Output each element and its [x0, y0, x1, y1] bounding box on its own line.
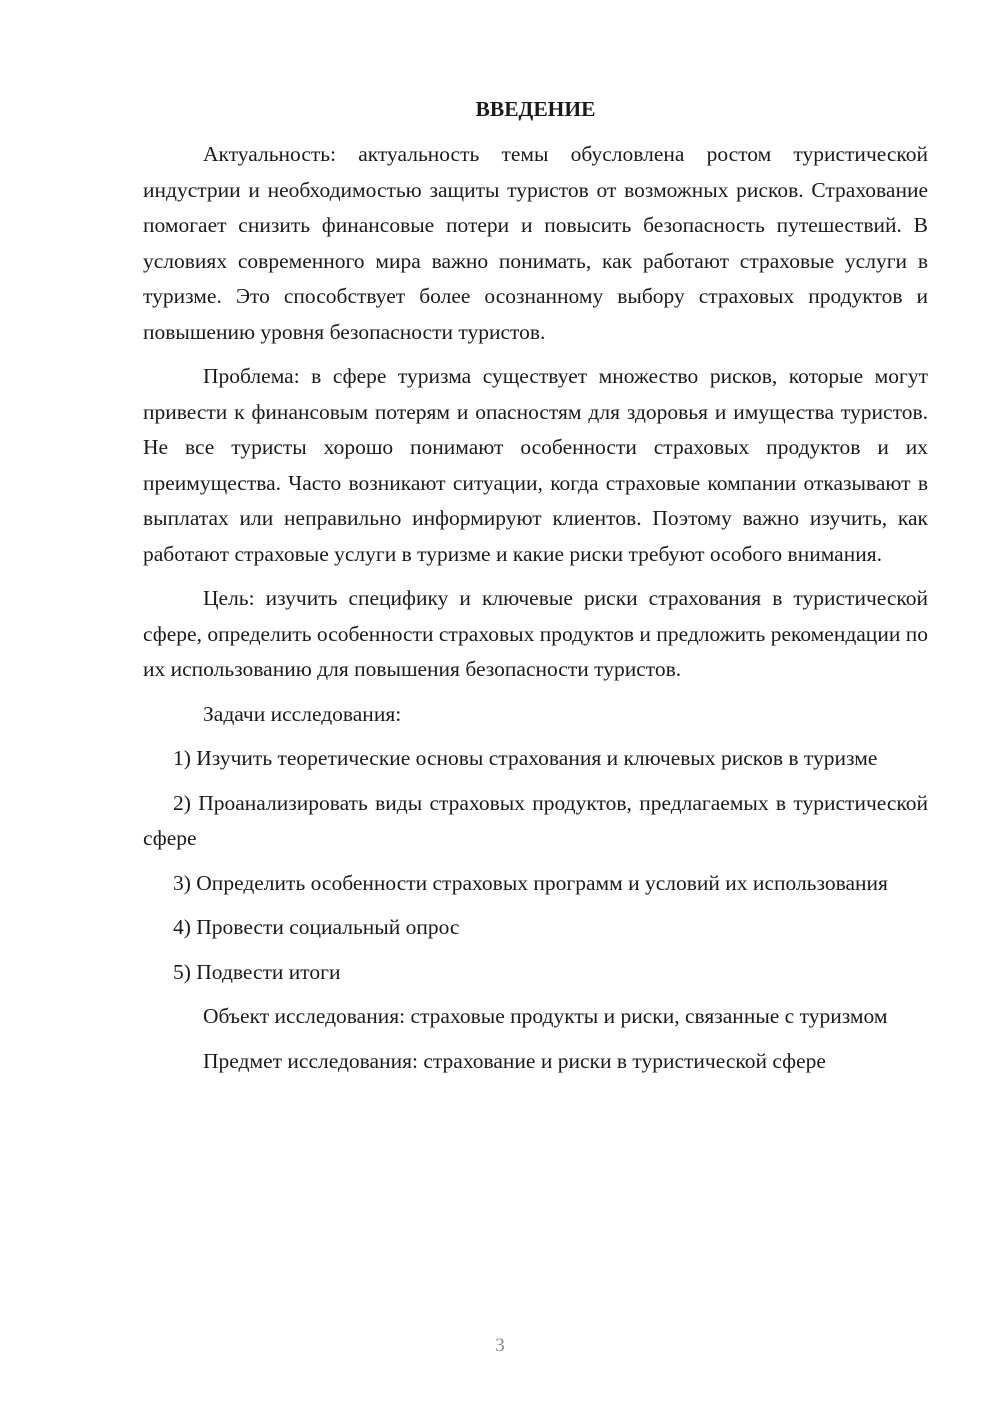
research-object-paragraph: Объект исследования: страховые продукты и риски, связанные с туризмом [203, 1004, 888, 1028]
task-item: 1) Изучить теоретические основы страхования и ключевых рисков в туризме [173, 746, 878, 770]
problem-paragraph: Проблема: в сфере туризма существует множество рисков, которые могут привести к финансовым потерям и опасностям для здоровья и имущества туристов. Не все туристы хорошо понимают особенности страховых продуктов и их преимущества. Часто возникают ситуации, когда страховые компании отказывают в выплатах или неправильно информируют клиентов. Поэтому важно изучить, как работают страховые услуги в туризме и какие риски требуют особого внимания. [143, 364, 928, 566]
page-title: ВВЕДЕНИЕ [475, 97, 596, 121]
tasks-list [143, 741, 928, 990]
relevance-paragraph: Актуальность: актуальность темы обусловлена ростом туристической индустрии и необходимостью защиты туристов от возможных рисков. Страхование помогает снизить финансовые потери и повысить безопасность путешествий. В условиях современного мира важно понимать, как работают страховые услуги в туризме. Это способствует более осознанному выбору страховых продуктов и повышению уровня безопасности туристов. [143, 142, 928, 344]
tasks-heading: Задачи исследования: [203, 701, 402, 726]
task-item: 4) Провести социальный опрос [173, 915, 460, 939]
document-page [143, 92, 928, 1088]
task-item: 5) Подвести итоги [173, 959, 341, 984]
goal-paragraph: Цель: изучить специфику и ключевые риски страхования в туристической сфере, определить особенности страховых продуктов и предложить рекомендации по их использованию для повышения безопасности туристов. [143, 586, 928, 681]
task-item: 2) Проанализировать виды страховых продуктов, предлагаемых в туристической сфере [143, 790, 928, 850]
research-subject-paragraph: Предмет исследования: страхование и риски в туристической сфере [203, 1048, 826, 1073]
task-item: 3) Определить особенности страховых программ и условий их использования [173, 870, 888, 895]
page-number: 3 [495, 1335, 505, 1356]
